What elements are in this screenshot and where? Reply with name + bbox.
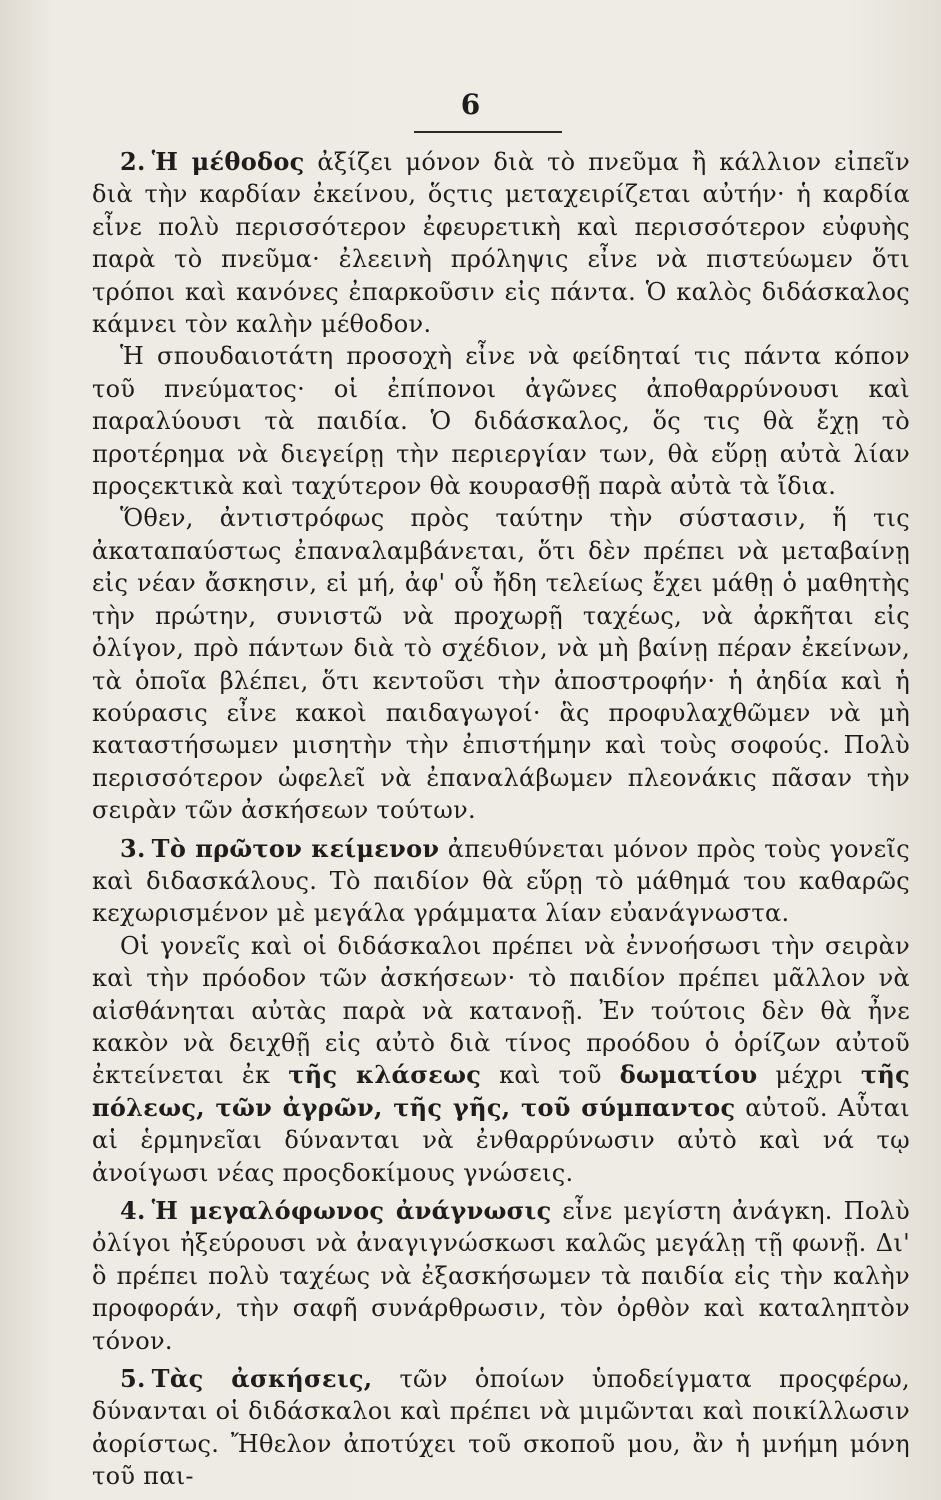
section-number: 5.	[120, 1364, 146, 1394]
paragraph-5	[92, 1363, 910, 1493]
section-heading: Τὸ πρῶτον κείμενον	[151, 833, 440, 863]
paragraph-text: καὶ τοῦ	[481, 1061, 620, 1090]
paragraph-text: τῶν ὁποίων ὑποδείγματα προςφέρω, δύνανται οἱ διδάσκαλοι καὶ πρέπει νὰ μιμῶνται καὶ ποικίλλωσιν ἀορίστως. Ἤθελον ἀποτύχει τοῦ σκοποῦ μου, ἂν ἡ μνήμη μόνη τοῦ παι-	[92, 1365, 910, 1491]
section-number: 4.	[120, 1196, 146, 1225]
section-heading: Ἡ μεγαλόφωνος ἀνάγνωσις	[151, 1196, 552, 1225]
page-number: 6	[460, 88, 481, 121]
paragraph-text: μέχρι	[757, 1061, 861, 1090]
paragraph-text: εἶνε μεγίστη ἀνάγκη. Πολὺ ὀλίγοι ἠξεύρουσι νὰ ἀναγιγνώσκωσι καλῶς μεγάλῃ τῇ φωνῇ. Δι' ὃ πρέπει πολὺ ταχέως νὰ ἐξασκήσωμεν τὰ παιδία εἰς τὴν καλὴν προφοράν, τὴν σαφῆ συνάρθρωσιν, τὸν ὀρθὸν καὶ καταληπτὸν τόνον.	[92, 1197, 910, 1355]
paragraph-3-continued	[92, 930, 910, 1189]
paragraph-text: αὐτοῦ. Αὗται αἱ ἑρμηνεῖαι δύνανται νὰ ἐνθαρρύνωσιν αὐτὸ καὶ νά τῳ ἀνοίγωσι νέας προςδοκίμους γνώσεις.	[92, 1093, 911, 1187]
header-rule	[414, 131, 562, 133]
paragraph-3	[92, 833, 910, 930]
section-number: 3.	[120, 833, 146, 863]
bold-phrase: τῆς πόλεως, τῶν ἀγρῶν, τῆς γῆς, τοῦ σύμπαντος	[92, 1060, 910, 1122]
bold-phrase: δωματίου	[619, 1060, 758, 1090]
bold-phrase: τῆς κλάσεως	[288, 1060, 482, 1090]
page-body	[92, 146, 910, 1493]
paragraph-text: Ὅθεν, ἀντιστρόφως πρὸς ταύτην τὴν σύστασιν, ἥ τις ἀκαταπαύστως ἐπαναλαμβάνεται, ὅτι δὲν πρέπει νὰ μεταβαίνῃ εἰς νέαν ἄσκησιν, εἰ μή, ἀφ' οὗ ἤδη τελείως ἔχει μάθῃ ὁ μαθητὴς τὴν πρώτην, συνιστῶ νὰ προχωρῇ ταχέως, νὰ ἀρκῆται εἰς ὀλίγον, πρὸ πάντων διὰ τὸ σχέδιον, νὰ μὴ βαίνῃ πέραν ἐκείνων, τὰ ὁποῖα βλέπει, ὅτι κεντοῦσι τὴν ἀποστροφήν· ἡ ἀηδία καὶ ἡ κούρασις εἶνε κακοὶ παιδαγωγοί· ἃς προφυλαχθῶμεν νὰ μὴ καταστήσωμεν μισητὴν τὴν ἐπιστήμην καὶ τοὺς σοφούς. Πολὺ περισσότερον ὠφελεῖ νὰ ἐπαναλάβωμεν πλεονάκις πᾶσαν τὴν σειρὰν τῶν ἀσκήσεων τούτων.	[92, 504, 910, 825]
section-heading: Τὰς ἀσκήσεις,	[151, 1364, 373, 1394]
paragraph-4	[92, 1195, 910, 1357]
section-number: 2.	[120, 147, 146, 176]
paragraph-text: Ἡ σπουδαιοτάτη προσοχὴ εἶνε νὰ φείδηταί τις πάντα κόπον τοῦ πνεύματος· οἱ ἐπίπονοι ἀγῶνες ἀποθαρρύνουσι καὶ παραλύουσι τὰ παιδία. Ὁ διδάσκαλος, ὅς τις θὰ ἔχῃ τὸ προτέρημα νὰ διεγείρῃ τὴν περιεργίαν των, θὰ εὕρῃ αὐτὰ λίαν προςεκτικὰ καὶ ταχύτερον θὰ κουρασθῇ παρὰ αὐτὰ τὰ ἴδια.	[92, 342, 910, 501]
paragraph-text: ἀπευθύνεται μόνον πρὸς τοὺς γονεῖς καὶ διδασκάλους. Τὸ παιδίον θὰ εὕρῃ τὸ μάθημά του καθαρῶς κεχωρισμένον μὲ μεγάλα γράμματα λίαν εὐανάγνωστα.	[92, 834, 910, 928]
section-heading: Ἡ μέθοδος	[151, 147, 305, 176]
paragraph-2-continued	[92, 340, 910, 502]
paragraph-2-recommendation	[92, 502, 910, 826]
paragraph-text: Οἱ γονεῖς καὶ οἱ διδάσκαλοι πρέπει νὰ ἐννοήσωσι τὴν σειρὰν καὶ τὴν πρόοδον τῶν ἀσκήσεων· τὸ παιδίον πρέπει μᾶλλον νὰ αἰσθάνηται αὐτὰς παρὰ νὰ κατανοῇ. Ἐν τούτοις δὲν θὰ ἦνε κακὸν νὰ δειχθῇ εἰς αὐτὸ διὰ τίνος προόδου ὁ ὁρίζων αὐτοῦ ἐκτείνεται ἐκ	[92, 931, 910, 1090]
paragraph-text: ἀξίζει μόνον διὰ τὸ πνεῦμα ἢ κάλλιον εἰπεῖν διὰ τὴν καρδίαν ἐκείνου, ὅςτις μεταχειρίζεται αὐτήν· ἡ καρδία εἶνε πολὺ περισσότερον ἐφευρετικὴ καὶ περισσότερον εὐφυὴς παρὰ τὸ πνεῦμα· ἐλεεινὴ πρόληψις εἶνε νὰ πιστεύωμεν ὅτι τρόποι καὶ κανόνες ἐπαρκοῦσιν εἰς πάντα. Ὁ καλὸς διδάσκαλος κάμνει τὸν καλὴν μέθοδον.	[92, 148, 910, 339]
paragraph-2	[92, 146, 910, 340]
